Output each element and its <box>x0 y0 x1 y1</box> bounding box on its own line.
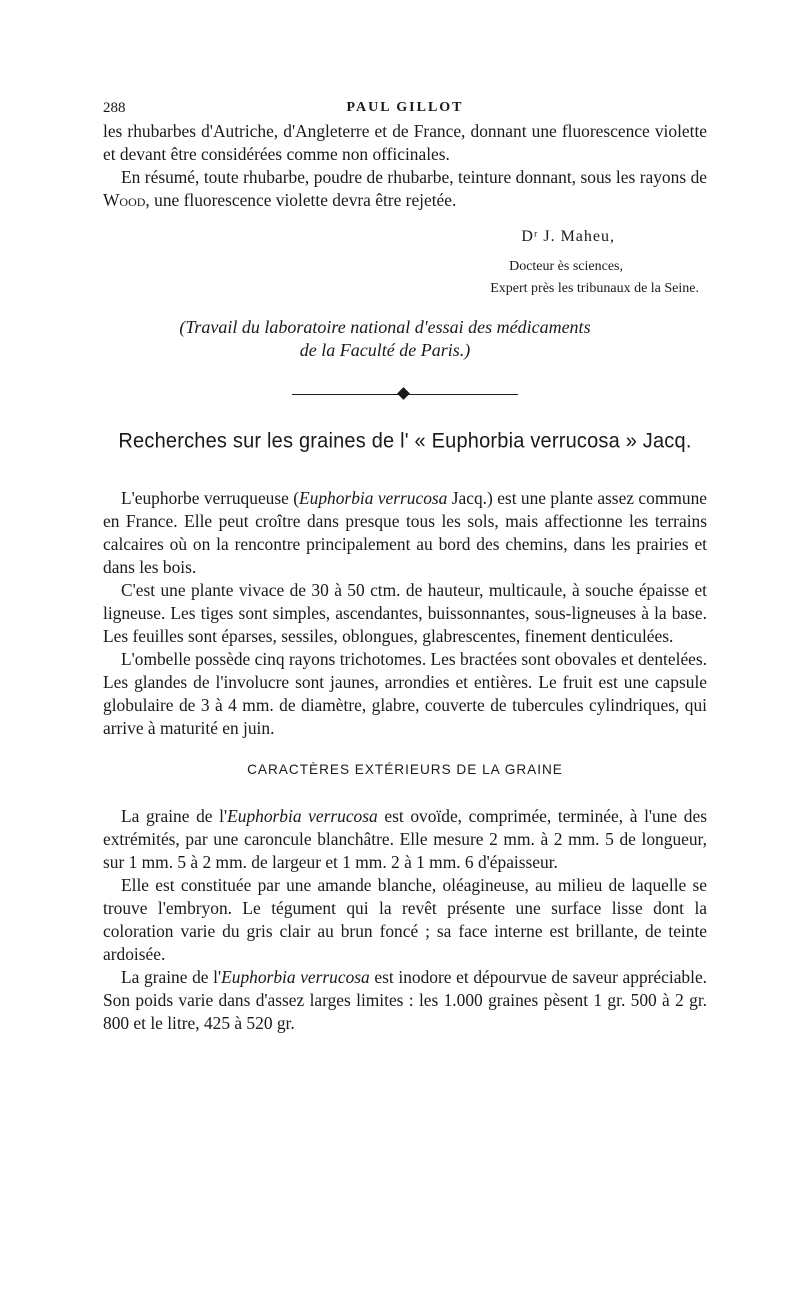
page-number: 288 <box>103 100 126 116</box>
section-divider <box>292 388 518 400</box>
spacer <box>103 453 707 487</box>
origin-line-2: de la Faculté de Paris.) <box>299 340 471 360</box>
running-title: PAUL GILLOT <box>346 100 464 115</box>
section-heading: CARACTÈRES EXTÉRIEURS DE LA GRAINE <box>247 762 563 777</box>
intro-paragraph <box>103 120 707 166</box>
intro-text-1: les rhubarbes d'Autriche, d'Angleterre et de France, donnant une fluorescence violette et devant être considérées comme non officinales. <box>103 121 707 164</box>
author-name: Dʳ J. Maheu, <box>521 228 615 245</box>
section-text-2: Elle est constituée par une amande blanche, oléagineuse, au milieu de laquelle se trouve l'embryon. Le tégument qui la revêt présente une surface lisse dont la coloration varie du gris clair au brun foncé ; sa face interne est brillante, de teinte ardoisée. <box>103 875 707 964</box>
intro-text-2b: , une fluorescence violette devra être rejetée. <box>145 190 457 210</box>
section-paragraph-2 <box>103 874 707 966</box>
body-text-1b: Jacq.) est une plante assez commune en France. Elle peut croître dans presque tous les sols, mais affectionne les terrains calcaires où on la rencontre principalement au bord des chemins, dans les prairies et dans les bois. <box>103 488 707 577</box>
origin-line-1: (Travail du laboratoire national d'essai des médicaments <box>179 317 591 337</box>
body-paragraph-3 <box>103 648 707 740</box>
section-paragraph-1 <box>103 805 707 874</box>
wood-name: Wood <box>103 190 146 210</box>
section-text-3b: est inodore et dépourvue de saveur appréciable. Son poids varie dans d'assez larges limites : les 1.000 graines pèsent 1 gr. 500 à 2 gr. 800 et le litre, 425 à 520 gr. <box>103 967 708 1033</box>
author-title: Docteur ès sciences, <box>509 259 623 274</box>
species-name: Euphorbia verrucosa <box>221 967 370 987</box>
diamond-ornament-icon <box>397 387 410 400</box>
running-head <box>103 96 707 120</box>
author-affiliation: Expert près les tribunaux de la Seine. <box>490 281 699 296</box>
species-name: Euphorbia verrucosa <box>299 488 448 508</box>
section-text-1b: est ovoïde, comprimée, terminée, à l'une des extrémités, par une caroncule blanchâtre. Elle mesure 2 mm. à 2 mm. 5 de longueur, sur 1 mm. 5 à 2 mm. de largeur et 1 mm. 2 à 1 mm. 6 d'épaisseur. <box>103 806 707 872</box>
page <box>103 96 707 1035</box>
body-text-2: C'est une plante vivace de 30 à 50 ctm. de hauteur, multicaule, à souche épaisse et ligneuse. Les tiges sont simples, ascendantes, buissonnantes, sous-ligneuses à la base. Les feuilles sont éparses, sessiles, oblongues, glabrescentes, finement denticulées. <box>103 580 707 646</box>
body-paragraph-2 <box>103 579 707 648</box>
body-text-3: L'ombelle possède cinq rayons trichotomes. Les bractées sont obovales et dentelées. Les glandes de l'involucre sont jaunes, arrondies et entières. Le fruit est une capsule globulaire de 3 à 4 mm. de diamètre, glabre, couverte de tubercules cylindriques, qui arrive à maturité en juin. <box>103 649 707 738</box>
intro-text-2a: En résumé, toute rhubarbe, poudre de rhubarbe, teinture donnant, sous les rayons de <box>121 167 707 187</box>
article-title: Recherches sur les graines de l' « Euphorbia verrucosa » Jacq. <box>118 429 692 453</box>
intro-paragraph-2 <box>103 166 707 212</box>
body-paragraph-1 <box>103 487 707 579</box>
section-text-1a: La graine de l' <box>121 806 228 826</box>
article-origin <box>103 316 707 362</box>
section-paragraph-3 <box>103 966 707 1035</box>
section-text-3a: La graine de l' <box>121 967 222 987</box>
signature-block <box>103 226 707 300</box>
body-text-1a: L'euphorbe verruqueuse ( <box>121 488 300 508</box>
species-name: Euphorbia verrucosa <box>227 806 378 826</box>
